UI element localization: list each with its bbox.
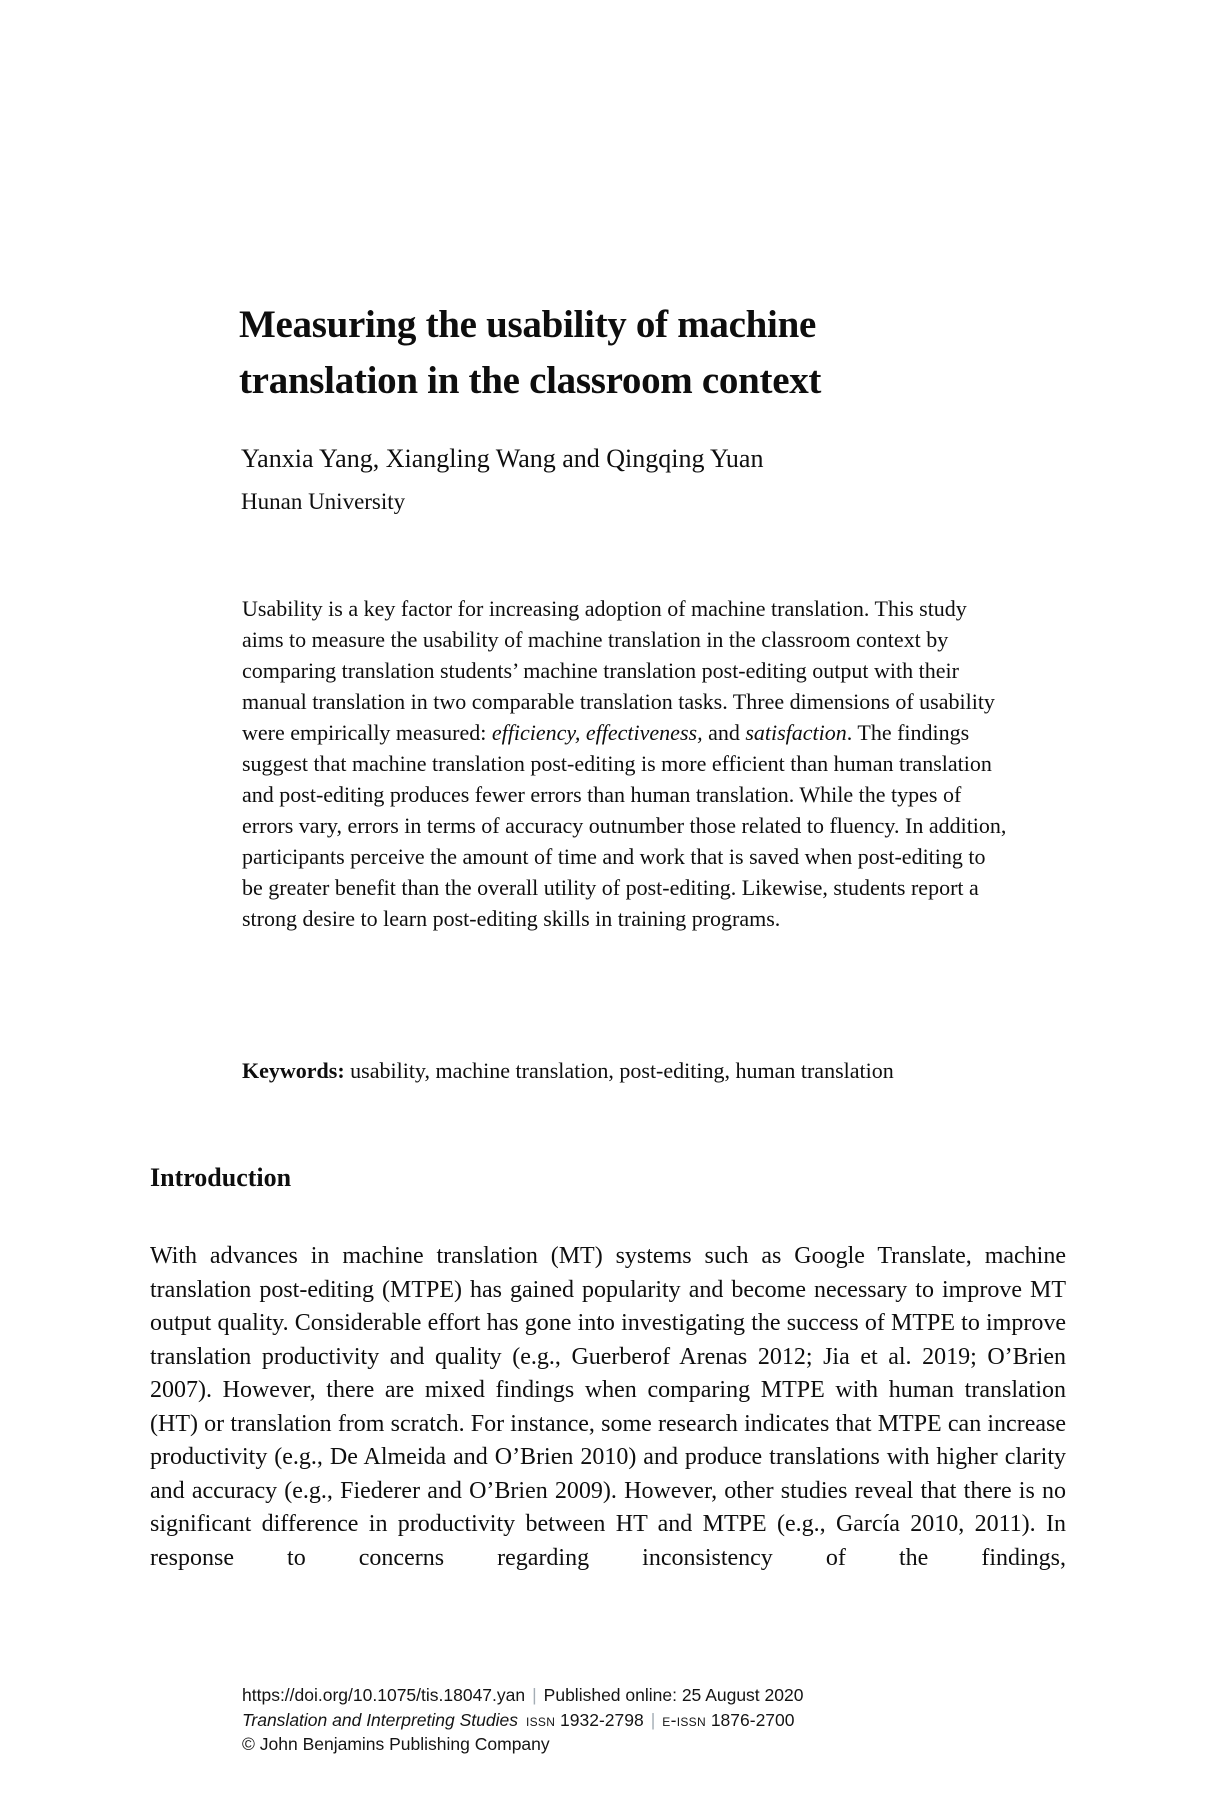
- paper-title: [239, 297, 959, 409]
- abstract-text-segment: . The findings suggest that machine translation post-editing is more efficient than human translation and post-editing produces fewer errors than human translation. While the types of errors vary, errors in terms of accuracy outnumber those related to fluency. In addition, participants perceive the amount of time and work that is saved when post-editing to be greater benefit than the overall utility of post-editing. Likewise, students report a strong desire to learn post-editing skills in training programs.: [242, 720, 1007, 931]
- published-online: Published online: 25 August 2020: [543, 1685, 804, 1705]
- imprint-copyright-line: © John Benjamins Publishing Company: [242, 1734, 550, 1754]
- separator-bar: |: [532, 1685, 537, 1705]
- abstract-text-segment: and: [702, 720, 746, 745]
- section-heading-introduction: Introduction: [150, 1163, 292, 1192]
- issn-group: [526, 1710, 644, 1730]
- authors-line: Yanxia Yang, Xiangling Wang and Qingqing Yuan: [241, 444, 764, 473]
- issn-value: 1932-2798: [560, 1709, 644, 1730]
- imprint-footer: [242, 1683, 1002, 1757]
- eissn-value: 1876-2700: [710, 1709, 795, 1730]
- keywords-line: [242, 1055, 1010, 1086]
- doi-url: https://doi.org/10.1075/tis.18047.yan: [242, 1685, 526, 1705]
- paper-title-line-1: Measuring the usability of machine: [239, 303, 816, 346]
- abstract-italic-terms: efficiency, effectiveness,: [491, 720, 703, 745]
- abstract: [242, 593, 1010, 934]
- separator-bar: |: [650, 1709, 656, 1730]
- keywords-text: usability, machine translation, post-editing, human translation: [344, 1058, 894, 1083]
- imprint-issn-line: [242, 1708, 1002, 1733]
- journal-name: Translation and Interpreting Studies: [242, 1709, 518, 1730]
- eissn-label: e-issn: [662, 1709, 706, 1730]
- keywords-label: Keywords:: [242, 1058, 345, 1083]
- affiliation: Hunan University: [241, 489, 406, 514]
- introduction-paragraph: With advances in machine translation (MT) systems such as Google Translate, machine translation post-editing (MTPE) has gained popularity and become necessary to improve MT output quality. Considerable effort has gone into investigating the success of MTPE to improve translation productivity and quality (e.g., Guerberof Arenas 2012; Jia et al. 2019; O’Brien 2007). However, there are mixed findings when comparing MTPE with human translation (HT) or translation from scratch. For instance, some research indicates that MTPE can increase productivity (e.g., De Almeida and O’Brien 2010) and produce translations with higher clarity and accuracy (e.g., Fiederer and O’Brien 2009). However, other studies reveal that there is no significant difference in productivity between HT and MTPE (e.g., García 2010, 2011). In response to concerns regarding inconsistency of the findings,: [150, 1243, 1066, 1571]
- abstract-italic-term: satisfaction: [745, 720, 847, 745]
- imprint-doi-line: [242, 1683, 1002, 1708]
- paper-title-line-2: translation in the classroom context: [239, 359, 822, 402]
- abstract-text-segment: Usability is a key factor for increasing adoption of machine translation. This study aims to measure the usability of machine translation in the classroom context by comparing translation students’ machine translation post-editing output with their manual translation in two comparable translation tasks. Three dimensions of usability were empirically measured:: [242, 596, 995, 745]
- issn-label: issn: [525, 1709, 556, 1730]
